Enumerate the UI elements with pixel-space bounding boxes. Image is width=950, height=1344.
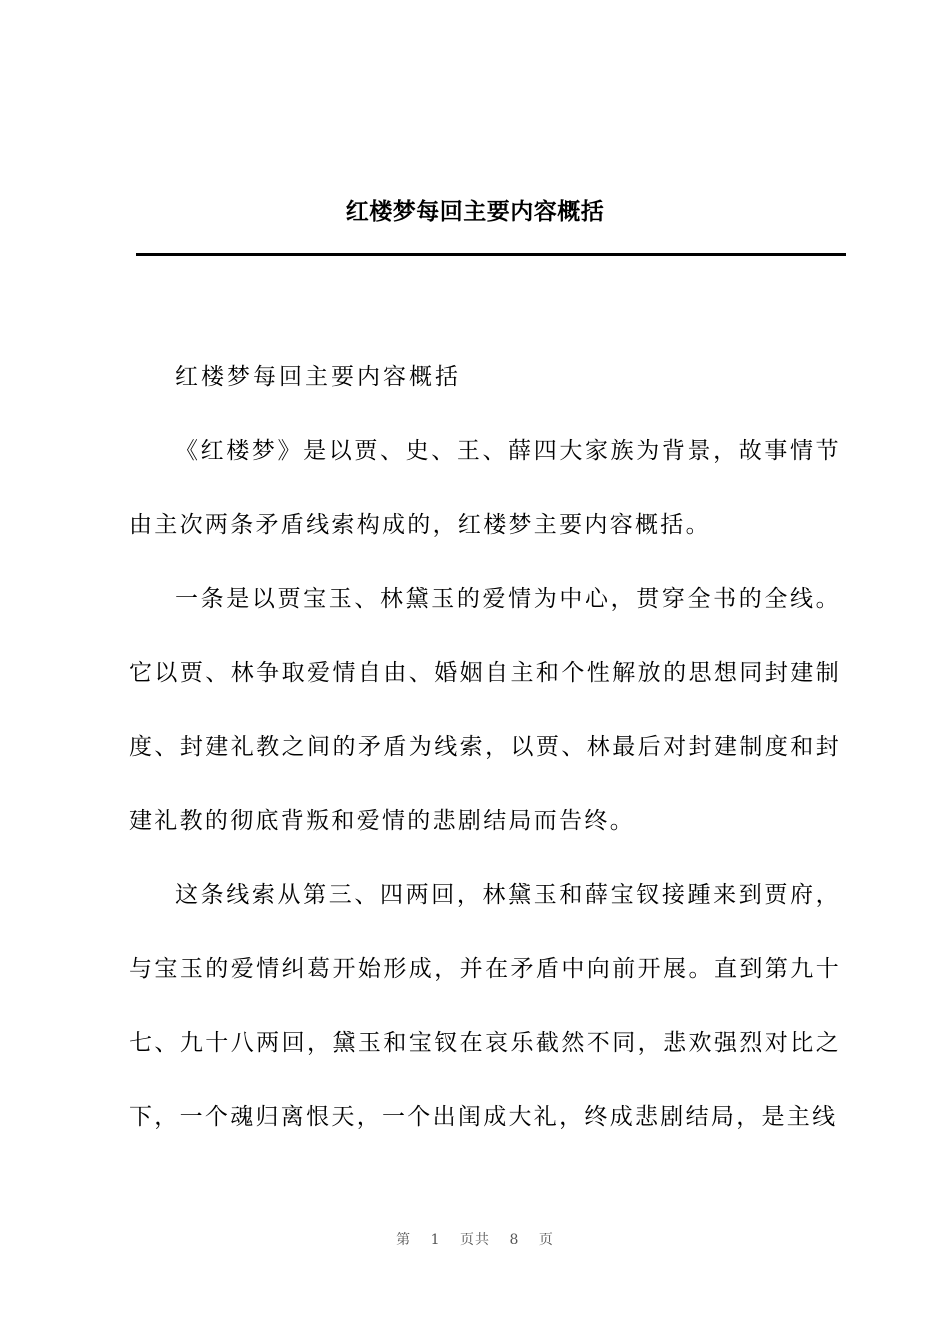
document-header-title: 红楼梦每回主要内容概括: [345, 199, 605, 225]
footer-page-suffix: 页: [538, 1232, 554, 1248]
footer-current-page: 1: [430, 1232, 441, 1248]
footer-total-pages: 8: [509, 1232, 520, 1248]
paragraph-2: 《红楼梦》是以贾、史、王、薛四大家族为背景，故事情节由主次两条矛盾线索构成的，红楼梦主要内容概括。: [129, 438, 841, 538]
header-divider: [136, 253, 846, 256]
paragraph-1: 红楼梦每回主要内容概括: [175, 364, 461, 390]
page-footer: [0, 1228, 950, 1252]
paragraph-3: 一条是以贾宝玉、林黛玉的爱情为中心，贯穿全书的全线。它以贾、林争取爱情自由、婚姻自主和个性解放的思想同封建制度、封建礼教之间的矛盾为线索，以贾、林最后对封建制度和封建礼教的彻底背叛和爱情的悲剧结局而告终。: [129, 586, 841, 834]
paragraph-4: 这条线索从第三、四两回，林黛玉和薛宝钗接踵来到贾府，与宝玉的爱情纠葛开始形成，并在矛盾中向前开展。直到第九十七、九十八两回，黛玉和宝钗在哀乐截然不同，悲欢强烈对比之下，一个魂归离恨天，一个出闺成大礼，终成悲剧结局，是主线: [129, 882, 841, 1130]
document-body: [129, 340, 841, 1154]
footer-page-middle: 页共: [460, 1232, 490, 1248]
footer-page-prefix: 第: [396, 1232, 412, 1248]
